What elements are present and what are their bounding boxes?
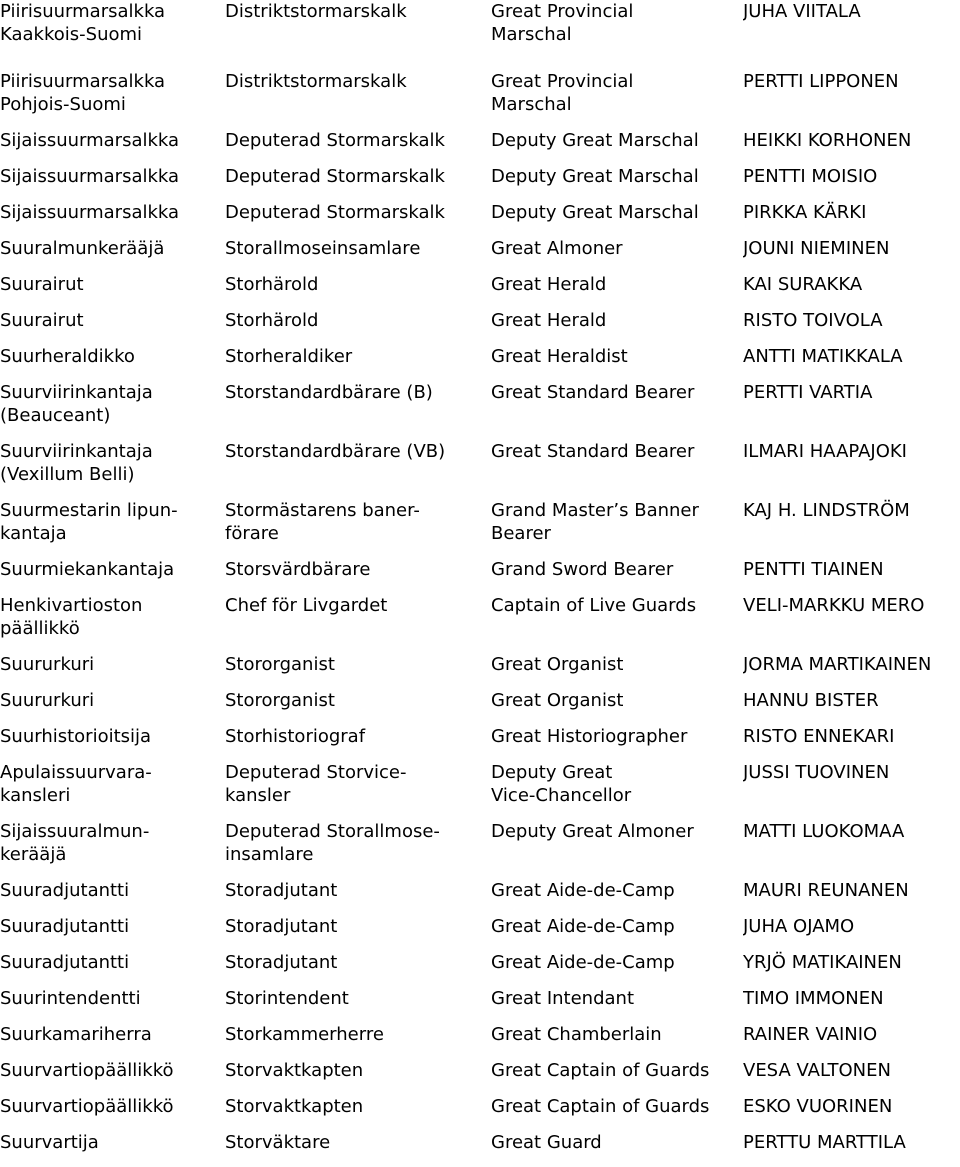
officer-name-cell: KAI SURAKKA bbox=[743, 274, 863, 295]
swedish-title-cell: Storintendent bbox=[225, 988, 349, 1009]
english-title-cell: Great Provincial Marschal bbox=[491, 1, 634, 45]
finnish-title-cell: Suurhistorioitsija bbox=[0, 726, 152, 747]
english-title-cell: Great Organist bbox=[491, 690, 624, 711]
swedish-title-cell: Storadjutant bbox=[225, 916, 338, 937]
english-title-cell: Great Intendant bbox=[491, 988, 635, 1009]
finnish-title-cell: Suurmiekankantaja bbox=[0, 559, 175, 580]
officer-name-cell: YRJÖ MATIKAINEN bbox=[743, 952, 902, 973]
swedish-title-cell: Stororganist bbox=[225, 690, 335, 711]
officer-name-cell: KAJ H. LINDSTRÖM bbox=[743, 500, 910, 521]
finnish-title-cell: Suurintendentti bbox=[0, 988, 141, 1009]
english-title-cell: Great Aide-de-Camp bbox=[491, 916, 675, 937]
english-title-cell: Great Aide-de-Camp bbox=[491, 952, 675, 973]
swedish-title-cell: Storsvärdbärare bbox=[225, 559, 371, 580]
officer-name-cell: VELI-MARKKU MERO bbox=[743, 595, 925, 616]
finnish-title-cell: Suuradjutantti bbox=[0, 880, 130, 901]
table-row bbox=[0, 915, 960, 951]
officer-name-cell: PENTTI MOISIO bbox=[743, 166, 878, 187]
finnish-title-cell: Suururkuri bbox=[0, 690, 95, 711]
english-title-cell: Great Standard Bearer bbox=[491, 441, 695, 462]
swedish-title-cell: Storkammerherre bbox=[225, 1024, 384, 1045]
table-row bbox=[0, 987, 960, 1023]
english-title-cell: Great Almoner bbox=[491, 238, 623, 259]
finnish-title-cell: Suurkamariherra bbox=[0, 1024, 152, 1045]
officer-name-cell: JUHA VIITALA bbox=[743, 1, 861, 22]
officer-name-cell: ANTTI MATIKKALA bbox=[743, 346, 903, 367]
finnish-title-cell: Piirisuurmarsalkka Kaakkois-Suomi bbox=[0, 1, 166, 45]
officer-name-cell: JORMA MARTIKAINEN bbox=[743, 654, 932, 675]
officer-name-cell: MAURI REUNANEN bbox=[743, 880, 909, 901]
officer-name-cell: PIRKKA KÄRKI bbox=[743, 202, 867, 223]
officer-name-cell: RAINER VAINIO bbox=[743, 1024, 878, 1045]
english-title-cell: Great Organist bbox=[491, 654, 624, 675]
table-row bbox=[0, 0, 960, 70]
finnish-title-cell: Suurairut bbox=[0, 310, 84, 331]
swedish-title-cell: Storväktare bbox=[225, 1132, 331, 1153]
english-title-cell: Grand Sword Bearer bbox=[491, 559, 674, 580]
table-row bbox=[0, 129, 960, 165]
table-row bbox=[0, 594, 960, 653]
finnish-title-cell: Sijaissuurmarsalkka bbox=[0, 166, 180, 187]
swedish-title-cell: Storstandardbärare (VB) bbox=[225, 441, 446, 462]
table-row bbox=[0, 440, 960, 499]
swedish-title-cell: Storadjutant bbox=[225, 952, 338, 973]
english-title-cell: Great Herald bbox=[491, 274, 607, 295]
table-row bbox=[0, 879, 960, 915]
table-row bbox=[0, 761, 960, 820]
officer-name-cell: PERTTU MARTTILA bbox=[743, 1132, 906, 1153]
swedish-title-cell: Stororganist bbox=[225, 654, 335, 675]
table-row bbox=[0, 653, 960, 689]
table-row bbox=[0, 725, 960, 761]
table-row bbox=[0, 951, 960, 987]
swedish-title-cell: Deputerad Storallmose- insamlare bbox=[225, 821, 440, 865]
table-row bbox=[0, 1059, 960, 1095]
table-row bbox=[0, 1131, 960, 1167]
swedish-title-cell: Storhärold bbox=[225, 310, 319, 331]
english-title-cell: Great Herald bbox=[491, 310, 607, 331]
swedish-title-cell: Storstandardbärare (B) bbox=[225, 382, 433, 403]
finnish-title-cell: Sijaissuurmarsalkka bbox=[0, 202, 180, 223]
table-row bbox=[0, 273, 960, 309]
table-row bbox=[0, 1095, 960, 1131]
english-title-cell: Great Heraldist bbox=[491, 346, 628, 367]
finnish-title-cell: Suurairut bbox=[0, 274, 84, 295]
swedish-title-cell: Storallmoseinsamlare bbox=[225, 238, 421, 259]
swedish-title-cell: Storhistoriograf bbox=[225, 726, 366, 747]
table-row bbox=[0, 345, 960, 381]
swedish-title-cell: Storvaktkapten bbox=[225, 1096, 364, 1117]
officer-name-cell: PENTTI TIAINEN bbox=[743, 559, 884, 580]
officer-name-cell: VESA VALTONEN bbox=[743, 1060, 891, 1081]
english-title-cell: Deputy Great Almoner bbox=[491, 821, 694, 842]
english-title-cell: Deputy Great Marschal bbox=[491, 130, 699, 151]
finnish-title-cell: Sijaissuurmarsalkka bbox=[0, 130, 180, 151]
english-title-cell: Great Provincial Marschal bbox=[491, 71, 634, 115]
english-title-cell: Deputy Great Marschal bbox=[491, 166, 699, 187]
finnish-title-cell: Suuralmunkerääjä bbox=[0, 238, 165, 259]
swedish-title-cell: Deputerad Storvice- kansler bbox=[225, 762, 407, 806]
swedish-title-cell: Storhärold bbox=[225, 274, 319, 295]
swedish-title-cell: Storheraldiker bbox=[225, 346, 353, 367]
officer-name-cell: RISTO ENNEKARI bbox=[743, 726, 895, 747]
table-row bbox=[0, 499, 960, 558]
officer-name-cell: ILMARI HAAPAJOKI bbox=[743, 441, 907, 462]
english-title-cell: Great Captain of Guards bbox=[491, 1060, 710, 1081]
finnish-title-cell: Suurviirinkantaja (Beauceant) bbox=[0, 382, 153, 426]
officer-name-cell: TIMO IMMONEN bbox=[743, 988, 884, 1009]
table-row bbox=[0, 165, 960, 201]
finnish-title-cell: Piirisuurmarsalkka Pohjois-Suomi bbox=[0, 71, 166, 115]
table-row bbox=[0, 558, 960, 594]
finnish-title-cell: Suuradjutantti bbox=[0, 916, 130, 937]
english-title-cell: Great Standard Bearer bbox=[491, 382, 695, 403]
officer-name-cell: HEIKKI KORHONEN bbox=[743, 130, 912, 151]
officer-name-cell: JUSSI TUOVINEN bbox=[743, 762, 890, 783]
officer-name-cell: PERTTI LIPPONEN bbox=[743, 71, 899, 92]
english-title-cell: Great Captain of Guards bbox=[491, 1096, 710, 1117]
officer-name-cell: JUHA OJAMO bbox=[743, 916, 855, 937]
english-title-cell: Deputy Great Vice-Chancellor bbox=[491, 762, 632, 806]
english-title-cell: Great Aide-de-Camp bbox=[491, 880, 675, 901]
table-row bbox=[0, 381, 960, 440]
swedish-title-cell: Storvaktkapten bbox=[225, 1060, 364, 1081]
finnish-title-cell: Suurvartiopäällikkö bbox=[0, 1096, 174, 1117]
swedish-title-cell: Chef för Livgardet bbox=[225, 595, 388, 616]
table-row bbox=[0, 237, 960, 273]
swedish-title-cell: Stormästarens baner- förare bbox=[225, 500, 420, 544]
table-row bbox=[0, 820, 960, 879]
finnish-title-cell: Suuradjutantti bbox=[0, 952, 130, 973]
table-row bbox=[0, 201, 960, 237]
officer-name-cell: RISTO TOIVOLA bbox=[743, 310, 883, 331]
finnish-title-cell: Suurmestarin lipun- kantaja bbox=[0, 500, 178, 544]
swedish-title-cell: Distriktstormarskalk bbox=[225, 71, 407, 92]
finnish-title-cell: Apulaissuurvara- kansleri bbox=[0, 762, 152, 806]
finnish-title-cell: Suurviirinkantaja (Vexillum Belli) bbox=[0, 441, 153, 485]
finnish-title-cell: Suururkuri bbox=[0, 654, 95, 675]
english-title-cell: Captain of Live Guards bbox=[491, 595, 697, 616]
officer-name-cell: HANNU BISTER bbox=[743, 690, 879, 711]
finnish-title-cell: Henkivartioston päällikkö bbox=[0, 595, 143, 639]
english-title-cell: Deputy Great Marschal bbox=[491, 202, 699, 223]
table-row bbox=[0, 309, 960, 345]
english-title-cell: Great Guard bbox=[491, 1132, 602, 1153]
english-title-cell: Great Historiographer bbox=[491, 726, 688, 747]
officer-name-cell: PERTTI VARTIA bbox=[743, 382, 873, 403]
finnish-title-cell: Suurvartija bbox=[0, 1132, 99, 1153]
table-row bbox=[0, 1023, 960, 1059]
swedish-title-cell: Distriktstormarskalk bbox=[225, 1, 407, 22]
finnish-title-cell: Suurheraldikko bbox=[0, 346, 135, 367]
finnish-title-cell: Suurvartiopäällikkö bbox=[0, 1060, 174, 1081]
english-title-cell: Great Chamberlain bbox=[491, 1024, 662, 1045]
table-row bbox=[0, 70, 960, 129]
english-title-cell: Grand Master’s Banner Bearer bbox=[491, 500, 699, 544]
officer-name-cell: JOUNI NIEMINEN bbox=[743, 238, 890, 259]
finnish-title-cell: Sijaissuuralmun- kerääjä bbox=[0, 821, 150, 865]
swedish-title-cell: Deputerad Stormarskalk bbox=[225, 130, 445, 151]
swedish-title-cell: Storadjutant bbox=[225, 880, 338, 901]
officer-name-cell: ESKO VUORINEN bbox=[743, 1096, 893, 1117]
officer-name-cell: MATTI LUOKOMAA bbox=[743, 821, 905, 842]
swedish-title-cell: Deputerad Stormarskalk bbox=[225, 202, 445, 223]
swedish-title-cell: Deputerad Stormarskalk bbox=[225, 166, 445, 187]
table-row bbox=[0, 689, 960, 725]
